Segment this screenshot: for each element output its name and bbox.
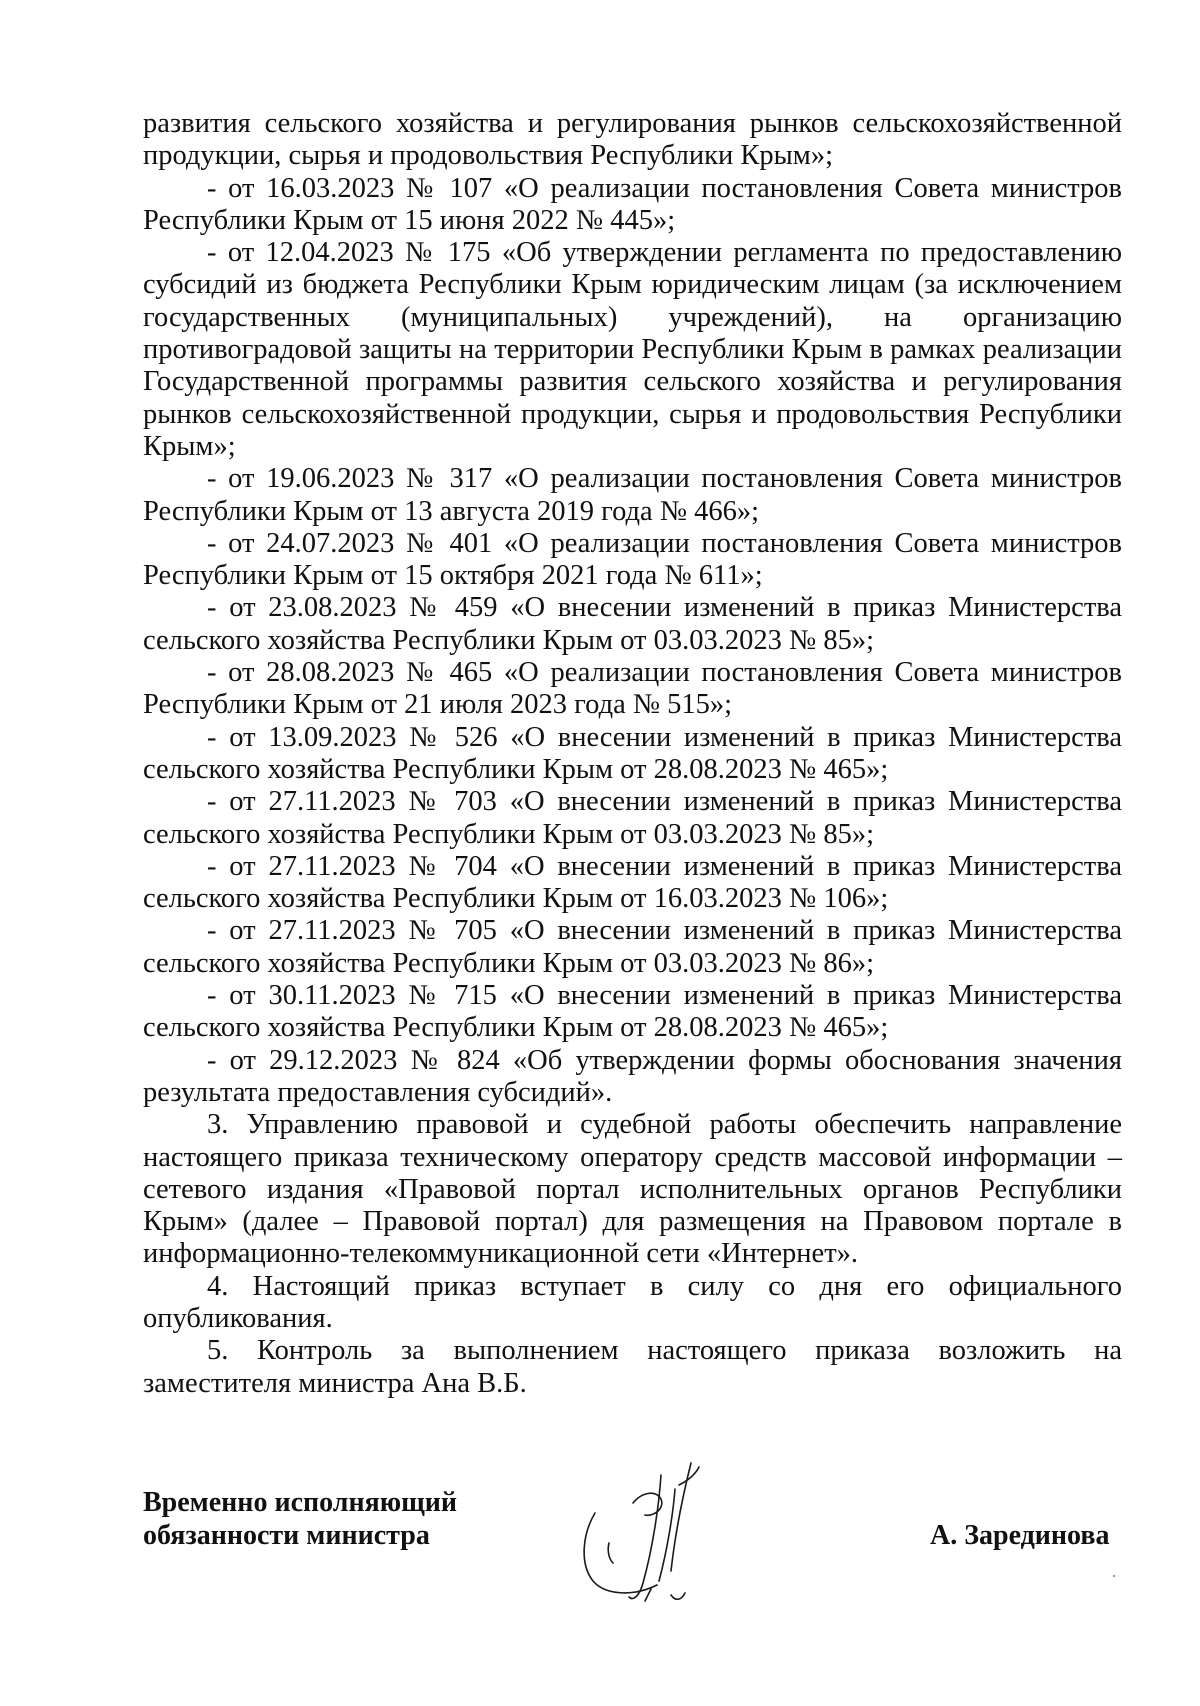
list-item-order-401: - от 24.07.2023 № 401 «О реализации постановления Совета министров Республики Крым от 15 октября 2021 года № 611»; xyxy=(143,527,1122,592)
scan-speck xyxy=(1113,1575,1115,1577)
handwritten-signature xyxy=(575,1455,745,1605)
list-item-order-824: - от 29.12.2023 № 824 «Об утверждении формы обоснования значения результата предоставления субсидий». xyxy=(143,1044,1122,1108)
signer-position-line-2: обязанности министра xyxy=(143,1520,430,1551)
list-item-order-526: - от 13.09.2023 № 526 «О внесении изменений в приказ Министерства сельского хозяйства Республики Крым от 28.08.2023 № 465»; xyxy=(143,721,1122,785)
list-item-order-704: - от 27.11.2023 № 704 «О внесении изменений в приказ Министерства сельского хозяйства Республики Крым от 16.03.2023 № 106»; xyxy=(143,850,1122,915)
list-item-order-175: - от 12.04.2023 № 175 «Об утверждении регламента по предоставлению субсидий из бюджета Республики Крым юридическим лицам (за исключением государственных (муниципальных) учреждений), на организацию противоградовой защиты на территории Республики Крым в рамках реализации Государственной программы развития сельского хозяйства и регулирования рынков сельскохозяйственной продукции, сырья и продовольствия Республики Крым»; xyxy=(143,237,1122,462)
list-item-order-703: - от 27.11.2023 № 703 «О внесении изменений в приказ Министерства сельского хозяйства Республики Крым от 03.03.2023 № 85»; xyxy=(143,786,1122,850)
list-item-order-465: - от 28.08.2023 № 465 «О реализации постановления Совета министров Республики Крым от 21 июля 2023 года № 515»; xyxy=(143,657,1122,721)
clause-5: 5. Контроль за выполнением настоящего приказа возложить на заместителя министра Ана В.Б. xyxy=(143,1335,1122,1399)
list-item-order-459: - от 23.08.2023 № 459 «О внесении изменений в приказ Министерства сельского хозяйства Республики Крым от 03.03.2023 № 85»; xyxy=(143,592,1122,656)
clause-4: 4. Настоящий приказ вступает в силу со дня его официального опубликования. xyxy=(143,1270,1122,1334)
list-item-order-715: - от 30.11.2023 № 715 «О внесении изменений в приказ Министерства сельского хозяйства Республики Крым от 28.08.2023 № 465»; xyxy=(143,980,1122,1044)
list-item-order-317: - от 19.06.2023 № 317 «О реализации постановления Совета министров Республики Крым от 13 августа 2019 года № 466»; xyxy=(143,463,1122,527)
clause-3: 3. Управлению правовой и судебной работы обеспечить направление настоящего приказа техническому оператору средств массовой информации – сетевого издания «Правовой портал исполнительных органов Республики Крым» (далее – Правовой портал) для размещения на Правовом портале в информационно-телекоммуникационной сети «Интернет». xyxy=(143,1109,1122,1270)
signer-position-line-1: Временно исполняющий xyxy=(143,1487,458,1518)
document-body xyxy=(143,108,1122,1400)
list-item-order-107: - от 16.03.2023 № 107 «О реализации постановления Совета министров Республики Крым от 15 июня 2022 № 445»; xyxy=(143,172,1122,236)
signer-position xyxy=(143,1486,457,1552)
paragraph-continuation: развития сельского хозяйства и регулирования рынков сельскохозяйственной продукции, сырья и продовольствия Республики Крым»; xyxy=(143,108,1122,172)
list-item-order-705: - от 27.11.2023 № 705 «О внесении изменений в приказ Министерства сельского хозяйства Республики Крым от 03.03.2023 № 86»; xyxy=(143,915,1122,979)
signer-name: А. Зарединова xyxy=(930,1520,1110,1551)
